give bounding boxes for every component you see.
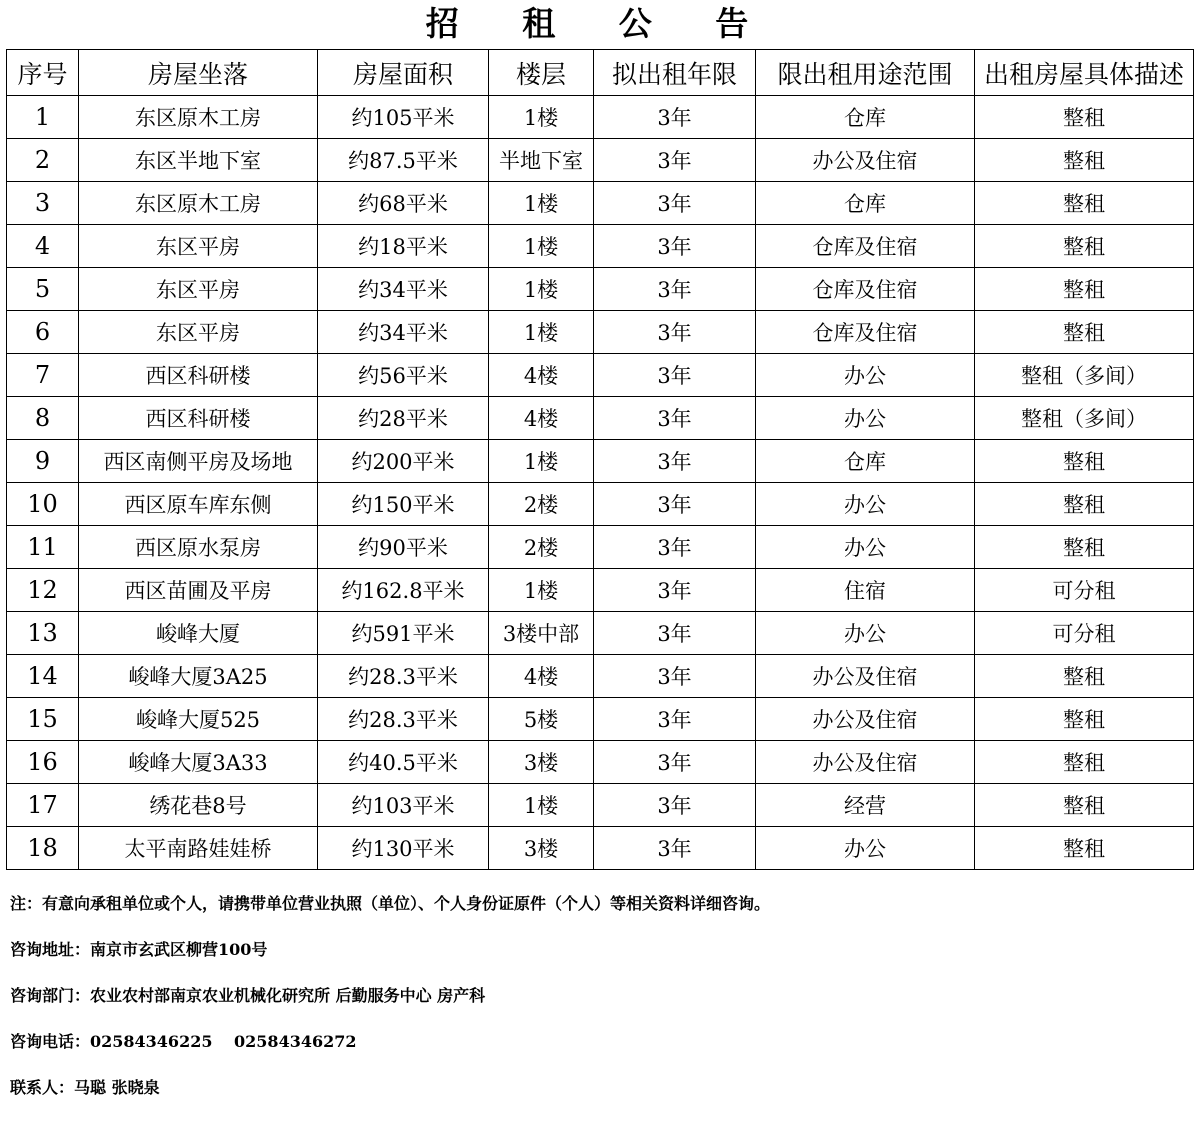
note-text: 注：有意向承租单位或个人，请携带单位营业执照（单位）、个人身份证原件（个人）等相关资料详细咨询。 [10, 894, 771, 913]
cell-location: 东区平房 [79, 268, 318, 311]
cell-floor: 3楼 [489, 741, 594, 784]
cell-index: 8 [7, 397, 79, 440]
cell-term: 3年 [594, 483, 756, 526]
cell-description: 整租 [975, 526, 1194, 569]
cell-description: 整租 [975, 784, 1194, 827]
cell-description: 整租 [975, 182, 1194, 225]
cell-term: 3年 [594, 612, 756, 655]
cell-index: 15 [7, 698, 79, 741]
col-header-term: 拟出租年限 [594, 50, 756, 96]
cell-description: 整租 [975, 655, 1194, 698]
cell-usage: 办公及住宿 [756, 655, 975, 698]
cell-description: 整租（多间） [975, 397, 1194, 440]
cell-index: 9 [7, 440, 79, 483]
cell-area: 约591平米 [318, 612, 489, 655]
table-row [7, 741, 1194, 784]
contact-person: 联系人：马聪 张晓泉 [10, 1078, 160, 1097]
cell-usage: 办公 [756, 526, 975, 569]
table-row [7, 182, 1194, 225]
cell-term: 3年 [594, 268, 756, 311]
cell-floor: 2楼 [489, 526, 594, 569]
col-header-index: 序号 [7, 50, 79, 96]
cell-index: 18 [7, 827, 79, 870]
cell-area: 约28平米 [318, 397, 489, 440]
cell-description: 可分租 [975, 569, 1194, 612]
cell-usage: 仓库及住宿 [756, 225, 975, 268]
table-row [7, 139, 1194, 182]
col-header-area: 房屋面积 [318, 50, 489, 96]
cell-floor: 1楼 [489, 784, 594, 827]
cell-usage: 经营 [756, 784, 975, 827]
cell-term: 3年 [594, 655, 756, 698]
cell-usage: 仓库 [756, 182, 975, 225]
table-row [7, 354, 1194, 397]
cell-location: 太平南路娃娃桥 [79, 827, 318, 870]
cell-location: 东区原木工房 [79, 96, 318, 139]
table-row [7, 655, 1194, 698]
cell-index: 17 [7, 784, 79, 827]
cell-floor: 4楼 [489, 397, 594, 440]
cell-term: 3年 [594, 784, 756, 827]
contact-department: 咨询部门：农业农村部南京农业机械化研究所 后勤服务中心 房产科 [10, 986, 486, 1005]
cell-description: 整租 [975, 225, 1194, 268]
table-row [7, 698, 1194, 741]
cell-term: 3年 [594, 827, 756, 870]
cell-area: 约28.3平米 [318, 655, 489, 698]
cell-description: 整租 [975, 139, 1194, 182]
cell-area: 约90平米 [318, 526, 489, 569]
cell-area: 约34平米 [318, 268, 489, 311]
contact-address: 咨询地址：南京市玄武区柳营100号 [10, 940, 268, 959]
table-row [7, 483, 1194, 526]
cell-description: 整租 [975, 483, 1194, 526]
cell-term: 3年 [594, 354, 756, 397]
cell-description: 整租 [975, 96, 1194, 139]
cell-location: 峻峰大厦 [79, 612, 318, 655]
cell-area: 约103平米 [318, 784, 489, 827]
cell-floor: 3楼 [489, 827, 594, 870]
col-header-floor: 楼层 [489, 50, 594, 96]
cell-floor: 5楼 [489, 698, 594, 741]
cell-index: 3 [7, 182, 79, 225]
cell-area: 约162.8平米 [318, 569, 489, 612]
cell-usage: 仓库 [756, 96, 975, 139]
cell-floor: 2楼 [489, 483, 594, 526]
cell-term: 3年 [594, 569, 756, 612]
cell-index: 12 [7, 569, 79, 612]
cell-area: 约68平米 [318, 182, 489, 225]
cell-usage: 办公及住宿 [756, 698, 975, 741]
cell-floor: 1楼 [489, 225, 594, 268]
table-row [7, 440, 1194, 483]
cell-location: 东区平房 [79, 311, 318, 354]
cell-location: 东区原木工房 [79, 182, 318, 225]
notes-section [10, 892, 1190, 1122]
cell-term: 3年 [594, 741, 756, 784]
table-row [7, 225, 1194, 268]
cell-area: 约87.5平米 [318, 139, 489, 182]
cell-term: 3年 [594, 139, 756, 182]
cell-term: 3年 [594, 96, 756, 139]
cell-location: 东区平房 [79, 225, 318, 268]
table-row [7, 612, 1194, 655]
contact-phone: 咨询电话：02584346225 02584346272 [10, 1032, 357, 1051]
cell-index: 5 [7, 268, 79, 311]
cell-floor: 4楼 [489, 354, 594, 397]
cell-location: 西区原水泵房 [79, 526, 318, 569]
cell-index: 4 [7, 225, 79, 268]
cell-location: 峻峰大厦3A33 [79, 741, 318, 784]
cell-description: 整租 [975, 741, 1194, 784]
cell-description: 整租 [975, 698, 1194, 741]
cell-area: 约18平米 [318, 225, 489, 268]
rental-table [6, 49, 1194, 870]
cell-description: 可分租 [975, 612, 1194, 655]
cell-location: 西区原车库东侧 [79, 483, 318, 526]
table-header [7, 50, 1194, 96]
cell-usage: 仓库及住宿 [756, 311, 975, 354]
col-header-location: 房屋坐落 [79, 50, 318, 96]
cell-usage: 办公 [756, 397, 975, 440]
table-row [7, 526, 1194, 569]
cell-location: 峻峰大厦525 [79, 698, 318, 741]
cell-term: 3年 [594, 397, 756, 440]
cell-area: 约34平米 [318, 311, 489, 354]
cell-description: 整租（多间） [975, 354, 1194, 397]
table-row [7, 827, 1194, 870]
col-header-usage: 限出租用途范围 [756, 50, 975, 96]
cell-usage: 办公 [756, 354, 975, 397]
table-row [7, 311, 1194, 354]
cell-area: 约150平米 [318, 483, 489, 526]
cell-usage: 办公 [756, 612, 975, 655]
cell-location: 西区科研楼 [79, 397, 318, 440]
cell-area: 约56平米 [318, 354, 489, 397]
cell-floor: 1楼 [489, 311, 594, 354]
cell-floor: 1楼 [489, 96, 594, 139]
cell-location: 峻峰大厦3A25 [79, 655, 318, 698]
cell-usage: 办公及住宿 [756, 139, 975, 182]
cell-area: 约200平米 [318, 440, 489, 483]
cell-floor: 4楼 [489, 655, 594, 698]
cell-term: 3年 [594, 440, 756, 483]
cell-usage: 住宿 [756, 569, 975, 612]
header-row [7, 50, 1194, 96]
cell-floor: 1楼 [489, 268, 594, 311]
cell-usage: 仓库 [756, 440, 975, 483]
cell-area: 约130平米 [318, 827, 489, 870]
cell-location: 西区苗圃及平房 [79, 569, 318, 612]
cell-floor: 1楼 [489, 569, 594, 612]
cell-area: 约28.3平米 [318, 698, 489, 741]
cell-usage: 办公 [756, 483, 975, 526]
table-row [7, 397, 1194, 440]
cell-term: 3年 [594, 698, 756, 741]
cell-index: 13 [7, 612, 79, 655]
col-header-description: 出租房屋具体描述 [975, 50, 1194, 96]
cell-term: 3年 [594, 311, 756, 354]
cell-location: 东区半地下室 [79, 139, 318, 182]
cell-floor: 1楼 [489, 182, 594, 225]
cell-area: 约105平米 [318, 96, 489, 139]
cell-description: 整租 [975, 440, 1194, 483]
cell-usage: 办公及住宿 [756, 741, 975, 784]
cell-description: 整租 [975, 827, 1194, 870]
cell-location: 西区南侧平房及场地 [79, 440, 318, 483]
cell-floor: 半地下室 [489, 139, 594, 182]
cell-floor: 1楼 [489, 440, 594, 483]
table-body [7, 96, 1194, 870]
cell-description: 整租 [975, 311, 1194, 354]
table-row [7, 268, 1194, 311]
table-row [7, 96, 1194, 139]
cell-index: 7 [7, 354, 79, 397]
cell-area: 约40.5平米 [318, 741, 489, 784]
cell-index: 11 [7, 526, 79, 569]
cell-usage: 办公 [756, 827, 975, 870]
cell-description: 整租 [975, 268, 1194, 311]
cell-usage: 仓库及住宿 [756, 268, 975, 311]
cell-index: 6 [7, 311, 79, 354]
page-title: 招 租 公 告 [425, 4, 775, 43]
cell-floor: 3楼中部 [489, 612, 594, 655]
cell-term: 3年 [594, 182, 756, 225]
table-row [7, 569, 1194, 612]
cell-term: 3年 [594, 526, 756, 569]
table-row [7, 784, 1194, 827]
cell-index: 10 [7, 483, 79, 526]
cell-location: 西区科研楼 [79, 354, 318, 397]
cell-location: 绣花巷8号 [79, 784, 318, 827]
cell-index: 16 [7, 741, 79, 784]
cell-index: 1 [7, 96, 79, 139]
cell-index: 2 [7, 139, 79, 182]
cell-index: 14 [7, 655, 79, 698]
cell-term: 3年 [594, 225, 756, 268]
